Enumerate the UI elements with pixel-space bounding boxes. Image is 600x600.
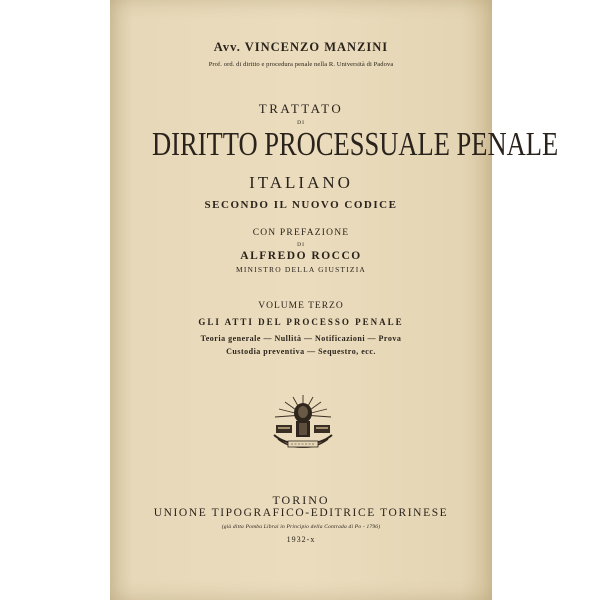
preface-author-role: MINISTRO DELLA GIUSTIZIA — [235, 265, 367, 274]
title-page — [110, 0, 559, 600]
publisher-name: UNIONE TIPOGRAFICO-EDITRICE TORINESE — [153, 507, 449, 519]
publication-year: 1932-x — [286, 535, 316, 544]
volume-label: VOLUME TERZO — [258, 301, 344, 311]
publication-city: TORINO — [272, 493, 330, 507]
author-role: Prof. ord. di diritto e procedura penale nella R. Università di Padova — [208, 61, 394, 68]
book-title: DIRITTO PROCESSUALE PENALE — [152, 126, 559, 163]
publisher-emblem-icon — [266, 393, 340, 451]
preface-label: CON PREFAZIONE — [252, 228, 350, 238]
topics-line-1: Teoria generale — Nullità — Notificazioni — Prova — [200, 334, 402, 343]
connector-di: DI — [297, 120, 305, 126]
publisher-address: (già ditta Pomba Librai in Principio della Contrada di Po - 1796) — [221, 524, 381, 530]
volume-title: GLI ATTI DEL PROCESSO PENALE — [198, 317, 404, 327]
treatise-label: TRATTATO — [258, 101, 344, 116]
edition-note: SECONDO IL NUOVO CODICE — [204, 199, 398, 211]
book-subtitle: ITALIANO — [249, 173, 353, 192]
author-name: Avv. VINCENZO MANZINI — [213, 40, 389, 54]
preface-author: ALFREDO ROCCO — [240, 250, 362, 262]
topics-line-2: Custodia preventiva — Sequestro, ecc. — [226, 347, 376, 356]
preface-connector-di: DI — [297, 242, 305, 248]
